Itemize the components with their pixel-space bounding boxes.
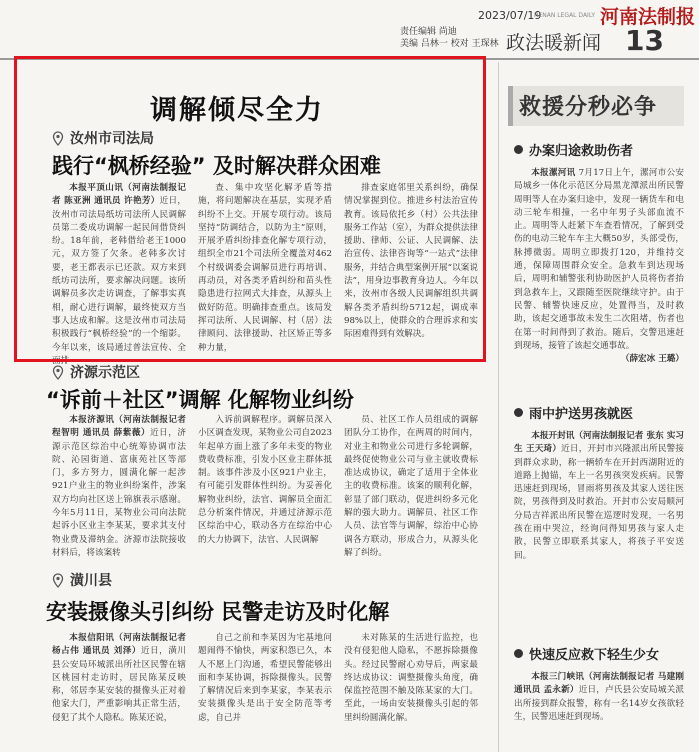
story3-location-text: 潢川县 bbox=[70, 573, 112, 589]
story1-col2: 查、集中攻坚化解矛盾等措施，将问题解决在基层，实现矛盾纠纷不上交。开展专项行动。该局坚持“防调结合，以防为主”原则，开展矛盾纠纷排查化解专项行动，组织全市21个司法所全覆盖对462个村级调委会调解员进行再培训、再动员，对各类矛盾纠纷和苗头性隐患进行拉网式大排查，从源头上做好防范。明确排查重点。该局发挥司法所、人民调解、村（居）法律顾问、法律援助、社区矫正等多种力量， bbox=[198, 183, 332, 353]
sidebar-item1-body bbox=[508, 167, 684, 389]
sidebar-item2-head bbox=[514, 403, 684, 422]
story3-headline: 安装摄像头引纠纷 民警走访及时化解 bbox=[46, 600, 390, 624]
sidebar-item3-headline: 快速反应救下轻生少女 bbox=[529, 648, 660, 663]
sidebar-item3-text: 近日，卢氏县公安局城关派出所接到群众报警，称有一名14岁女孩欲轻生，民警迅速赶到现场。 bbox=[514, 685, 684, 722]
story1-col1: 近日，汝州市司法局纸坊司法所人民调解员第二委成功调解一起民间借贷纠纷。18年前，老韩借给老王1000元，双方签了欠条。老韩多次讨要，老王都表示已还款。双方来到纸坊司法所，要求解决问题。该所调解员多次走访调查，了解事实真相，耐心进行调解，最终使双方当事人达成和解。这是汝州市司法局积极践行“枫桥经验”的一个缩影。今年以来，该局通过普法宣传、全面排 bbox=[52, 196, 186, 366]
feature-banner: 调解倾尽全力 bbox=[150, 95, 324, 126]
column-divider bbox=[498, 62, 499, 752]
sidebar-item2-byline: 本报开封讯（河南法制报记者 张东 实习生 王天琦） bbox=[514, 431, 684, 455]
story2-location bbox=[52, 362, 140, 382]
bullet-dot-icon bbox=[514, 145, 523, 154]
story2-body bbox=[52, 414, 482, 560]
bullet-dot-icon bbox=[514, 408, 523, 417]
sidebar-item2-body bbox=[508, 430, 684, 630]
story3-body bbox=[52, 632, 482, 750]
story1-byline: 本报平顶山讯（河南法制报记者 陈亚洲 通讯员 许艳芳） bbox=[52, 183, 186, 207]
sidebar-item1-text: 7月17日上午，漯河市公安局城乡一体化示范区分局黑龙潭派出所民警周明等人在办案归途中，发现一辆货车和电动三轮车相撞，一名中年男子头部血流不止。周明等人赶紧下车查看情况，了解到受伤的电动三轮车车主大概50岁，头部受伤，脉搏微弱。周明立即拨打120，并维持交通，保障周围群众安全。急救车到达现场后，周明和辅警张利协助医护人员将伤者抬到急救车上，又跟随至医院继续守护。由于民警、辅警快速反应，处置得当，及时救助，该起交通事故未发生二次阻堵，伤者也在第一时间得到了救治。随后，交警迅速赶到现场，接管了该起交通事故。 bbox=[514, 168, 684, 351]
sidebar-item3-byline: 本报三门峡讯（河南法制报记者 马建刚 通讯员 孟永新） bbox=[514, 672, 684, 696]
sidebar-banner: 救援分秒必争 bbox=[508, 86, 684, 126]
story3-col2: 自己之前和李某因为宅基地问题闹得不愉快，两家积怨已久，本人不愿上门沟通，希望民警能够出面和李某协调，拆除摄像头。民警了解情况后来到李某家，李某表示安装摄像头是出于安全防范等考虑，自己并 bbox=[198, 633, 332, 723]
sidebar-item1-signature: （薛宏冰 王璐） bbox=[620, 354, 684, 365]
story3-byline: 本报信阳讯（河南法制报记者 杨占伟 通讯员 刘泽） bbox=[52, 633, 186, 657]
editors-credit bbox=[400, 26, 500, 50]
header-rule bbox=[0, 58, 699, 60]
story1-location bbox=[52, 128, 154, 148]
story1-location-text: 汝州市司法局 bbox=[70, 131, 154, 147]
sidebar-item3-head bbox=[514, 644, 684, 663]
story3-location bbox=[52, 570, 112, 590]
story3-col3: 未对陈某的生活进行监控，也没有侵犯他人隐私，不愿拆除摄像头。经过民警耐心劝导后，两家最终达成协议：调整摄像头角度，确保监控范围不触及陈某家的大门。至此，一场由安装摄像头引起的邻里纠纷圆满化解。 bbox=[344, 633, 478, 723]
story1-col3: 排查家庭邻里关系纠纷，确保情况掌握到位。推进乡村法治宣传教育。该局依托乡（村）公共法律服务工作站（室），为群众提供法律援助、律师、公证、人民调解、法治宣传、法律咨询等“一站式”法律服务，并结合典型案例开展“以案说法”，用身边事教育身边人。今年以来，汝州市各级人民调解组织共调解各类矛盾纠纷5712起，调成率98%以上，使群众的合理诉求和实际困难得到有效解决。 bbox=[344, 183, 478, 340]
sidebar-item1-head bbox=[514, 140, 684, 159]
location-pin-icon bbox=[52, 131, 64, 146]
story2-col2: 入诉前调解程序。调解员深入小区调查发现，某物业公司自2023年起单方面上涨了多年未变的物业费收费标准，引发小区业主群体抵制。该事件涉及小区921户业主，有可能引发群体性纠纷。为妥善化解物业纠纷，法官、调解员全面汇总分析案件情况，并通过济源示范区综治中心，联动各方在综治中心的大力协调下，法官、人民调解 bbox=[198, 415, 332, 545]
section-title: 政法暖新闻 bbox=[506, 32, 602, 54]
story2-col3: 员、社区工作人员组成的调解团队分工协作，在两周的时间内，对业主和物业公司进行多轮调解，最终促使物业公司与业主就收费标准达成协议，确定了适用于全体业主的收费标准。该案的顺利化解，彰显了部门联动，促进纠纷多元化解的强大助力。调解员、社区工作人员、法官等与调解，综治中心协调各方联动，形成合力，从源头化解了纠纷。 bbox=[344, 415, 478, 558]
story1-body bbox=[52, 182, 482, 366]
issue-date: 2023/07/19 bbox=[478, 9, 542, 22]
sidebar-item2-headline: 雨中护送男孩就医 bbox=[529, 407, 634, 422]
story2-location-text: 济源示范区 bbox=[70, 365, 140, 381]
location-pin-icon bbox=[52, 365, 64, 380]
sidebar bbox=[508, 86, 684, 722]
designer-line: 美编 吕林一 校对 王琛林 bbox=[400, 39, 499, 49]
editor-line: 责任编辑 尚迪 bbox=[400, 27, 457, 37]
masthead-logo: 河南法制报 bbox=[600, 6, 696, 28]
bullet-dot-icon bbox=[514, 649, 523, 658]
sidebar-item3-body bbox=[508, 671, 684, 722]
location-pin-icon bbox=[52, 573, 64, 588]
brand-english: HENAN LEGAL DAILY bbox=[534, 12, 596, 19]
story2-col1: 近日，济源示范区综治中心统筹协调市法院、沁园街道、富康苑社区等部门，多方努力，圆满化解一起涉921户业主的物业纠纷案件，涉案双方均向社区送上锦旗表示感谢。今年5月11日，某物业公司向法院起诉小区业主李某某，要求其支付物业费及滞纳金。济源市法院接收材料后，将该案转 bbox=[52, 428, 186, 558]
story2-byline: 本报济源讯（河南法制报记者 程智明 通讯员 薛紫薇） bbox=[52, 415, 186, 439]
sidebar-item1-headline: 办案归途救助伤者 bbox=[529, 144, 634, 159]
sidebar-item2-text: 近日，开封市兴隆派出所民警接到群众求助，称一辆轿车在开封西湖附近的道路上抛锚，车上一名男孩突发疾病。民警迅速赶到现场，冒雨将男孩及其家人送往医院，男孩得到及时救治。开封市公安局顺河分局吉祥派出所民警在巡逻时发现，一名男孩在雨中哭泣，经询问得知男孩与家人走散，民警立即联系其家人，将孩子平安送回。 bbox=[514, 444, 684, 561]
story3-col1: 近日，潢川县公安局环城派出所社区民警在辖区桃园村走访时，居民陈某反映称，邻居李某安装的摄像头正对着他家大门，严重影响其正常生活，侵犯了其个人隐私。陈某还说， bbox=[52, 646, 186, 723]
story1-headline: 践行“枫桥经验” 及时解决群众困难 bbox=[52, 154, 381, 178]
sidebar-item1-byline: 本报漯河讯 bbox=[531, 168, 576, 178]
story2-headline: “诉前＋社区”调解 化解物业纠纷 bbox=[46, 388, 354, 412]
page-number: 13 bbox=[625, 24, 664, 57]
